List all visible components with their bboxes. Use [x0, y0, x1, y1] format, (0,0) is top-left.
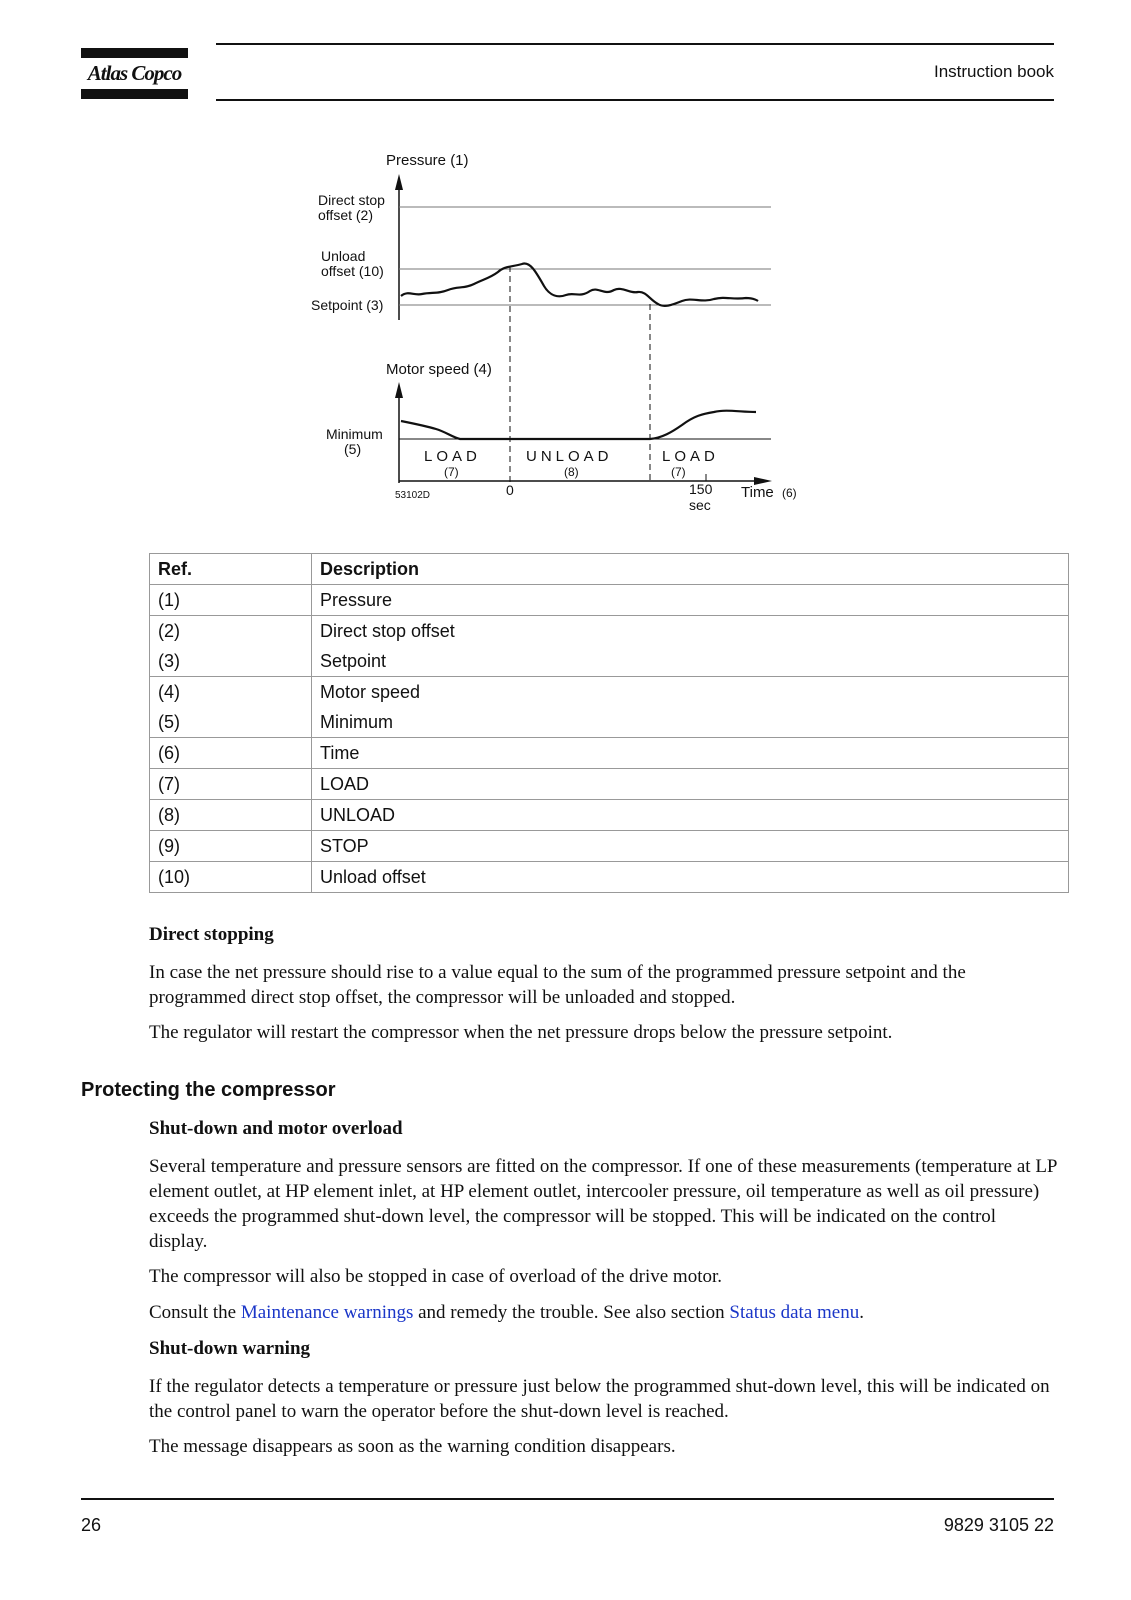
unload-label-line1: Unload — [321, 248, 366, 264]
shutdown-paragraph-2: The compressor will also be stopped in case of overload of the drive motor. — [149, 1266, 723, 1287]
tick-label-sec: sec — [689, 497, 711, 513]
description-cell: Pressure — [312, 585, 1069, 616]
status-data-menu-link[interactable]: Status data menu — [729, 1302, 860, 1323]
direct-stopping-paragraph-2: The regulator will restart the compressor when the net pressure drops below the pressure setpoint. — [149, 1022, 893, 1043]
phase-load-label-1: LOAD — [424, 448, 481, 465]
regulation-diagram — [300, 148, 840, 528]
table-row — [150, 585, 1069, 616]
table-row — [150, 646, 1069, 677]
pressure-axis-label: Pressure (1) — [386, 152, 469, 169]
motor-speed-curve — [401, 411, 756, 439]
paragraph-text: and remedy the trouble. See also section — [413, 1302, 730, 1323]
time-axis-ref: (6) — [782, 486, 797, 500]
document-number: 9829 3105 22 — [943, 1515, 1054, 1535]
footer-rule — [81, 1498, 1054, 1500]
description-cell: STOP — [312, 831, 1069, 862]
table-header-description: Description — [312, 554, 1069, 585]
description-cell: LOAD — [312, 769, 1069, 800]
description-cell: Setpoint — [312, 646, 1069, 677]
reference-table — [149, 553, 1069, 893]
table-header-row — [150, 554, 1069, 585]
paragraph-text: . — [859, 1302, 864, 1323]
ref-cell: (10) — [150, 862, 312, 893]
shutdown-warning-paragraph-1: If the regulator detects a temperature or pressure just below the programmed shut-down level, this will be indicated on the control panel to warn the operator before the shut-down level is reached. — [149, 1376, 1050, 1422]
tick-label-150: 150 — [689, 481, 713, 497]
motor-speed-axis-arrow — [395, 382, 403, 398]
header-rule-top — [216, 43, 1054, 45]
regulation-diagram-svg — [300, 148, 840, 528]
ref-cell: (6) — [150, 738, 312, 769]
logo-bar-bottom — [81, 89, 188, 99]
phase-load-ref-1: (7) — [444, 465, 459, 479]
logo-text: Atlas Copco — [87, 61, 182, 85]
minimum-label-line1: Minimum — [326, 426, 383, 442]
logo-bar-top — [81, 48, 188, 58]
table-row — [150, 800, 1069, 831]
direct-stop-label-line2: offset (2) — [318, 207, 373, 223]
description-cell: Time — [312, 738, 1069, 769]
protecting-heading: Protecting the compressor — [81, 1079, 336, 1101]
phase-unload-ref: (8) — [564, 465, 579, 479]
shutdown-paragraph-3 — [149, 1300, 1059, 1325]
phase-load-label-2: LOAD — [662, 448, 719, 465]
minimum-label-line2: (5) — [344, 441, 362, 457]
table-row — [150, 707, 1069, 738]
unload-label-line2: offset (10) — [321, 263, 384, 279]
shutdown-warning-heading: Shut-down warning — [149, 1338, 311, 1359]
atlas-copco-logo — [81, 46, 188, 99]
shutdown-warning-paragraph-2: The message disappears as soon as the warning condition disappears. — [149, 1436, 676, 1457]
table-row — [150, 738, 1069, 769]
shutdown-overload-heading: Shut-down and motor overload — [149, 1118, 403, 1139]
table-row — [150, 831, 1069, 862]
ref-cell: (5) — [150, 707, 312, 738]
time-axis-label: Time — [741, 484, 774, 501]
table-row — [150, 677, 1069, 708]
table-row — [150, 862, 1069, 893]
header-rule-bottom — [216, 99, 1054, 101]
ref-cell: (9) — [150, 831, 312, 862]
description-cell: Motor speed — [312, 677, 1069, 708]
direct-stopping-heading: Direct stopping — [149, 924, 274, 945]
phase-load-ref-2: (7) — [671, 465, 686, 479]
description-cell: Unload offset — [312, 862, 1069, 893]
description-cell: Direct stop offset — [312, 616, 1069, 647]
table-row — [150, 616, 1069, 647]
table-header-ref: Ref. — [150, 554, 312, 585]
motor-speed-axis-label: Motor speed (4) — [386, 361, 492, 378]
maintenance-warnings-link[interactable]: Maintenance warnings — [240, 1302, 414, 1323]
ref-cell: (1) — [150, 585, 312, 616]
tick-label-zero: 0 — [506, 482, 514, 498]
shutdown-paragraph-1: Several temperature and pressure sensors are fitted on the compressor. If one of these measurements (temperature at LP element outlet, at HP element inlet, at HP element outlet, intercooler pressure, oil temperature as well as oil pressure) exceeds the programmed shut-down level, the compressor will be stopped. This will be indicated on the control display. — [149, 1156, 1057, 1252]
ref-cell: (4) — [150, 677, 312, 708]
table-row — [150, 769, 1069, 800]
pressure-curve — [401, 264, 758, 306]
paragraph-text: Consult the — [149, 1302, 241, 1323]
header-title: Instruction book — [933, 62, 1054, 81]
description-cell: UNLOAD — [312, 800, 1069, 831]
figure-code: 53102D — [395, 490, 431, 501]
setpoint-label: Setpoint (3) — [311, 297, 384, 313]
phase-unload-label: UNLOAD — [526, 448, 613, 465]
pressure-axis-arrow — [395, 174, 403, 190]
ref-cell: (8) — [150, 800, 312, 831]
ref-cell: (3) — [150, 646, 312, 677]
ref-cell: (7) — [150, 769, 312, 800]
direct-stop-label-line1: Direct stop — [318, 192, 385, 208]
description-cell: Minimum — [312, 707, 1069, 738]
direct-stopping-paragraph-1: In case the net pressure should rise to a value equal to the sum of the programmed pressure setpoint and the programmed direct stop offset, the compressor will be unloaded and stopped. — [149, 962, 966, 1008]
ref-cell: (2) — [150, 616, 312, 647]
page-number: 26 — [81, 1515, 102, 1535]
